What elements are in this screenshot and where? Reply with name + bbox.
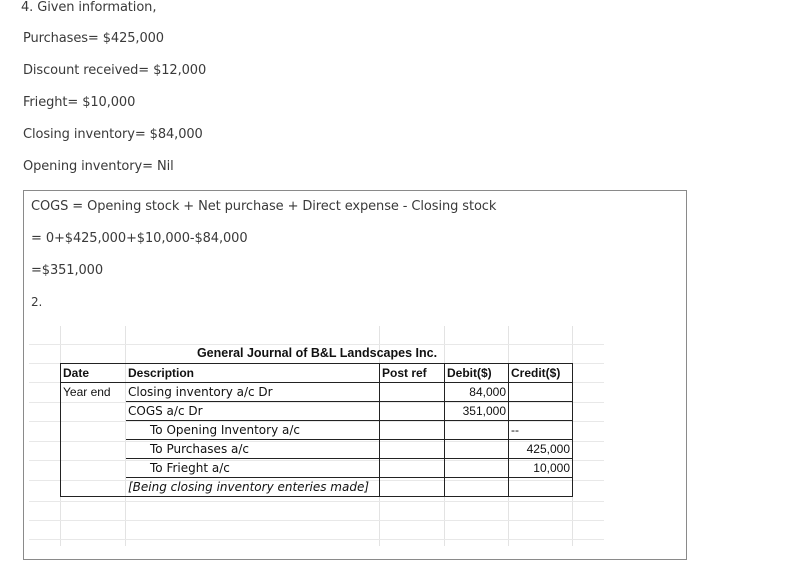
row-description: To Opening Inventory a/c xyxy=(126,420,380,439)
journal-header-row xyxy=(61,363,573,382)
journal-row xyxy=(61,439,573,458)
row-debit xyxy=(445,439,509,458)
question-header: 4. Given information, xyxy=(21,0,157,15)
journal-row xyxy=(61,382,573,401)
journal-table xyxy=(60,344,573,497)
row-post-ref xyxy=(380,382,445,401)
row-date xyxy=(61,477,126,496)
row-date: Year end xyxy=(61,382,126,401)
header-debit: Debit($) xyxy=(445,363,509,382)
header-date: Date xyxy=(61,363,126,382)
journal-title-row xyxy=(61,344,573,363)
row-description: Closing inventory a/c Dr xyxy=(126,382,380,401)
row-credit: 425,000 xyxy=(509,439,573,458)
row-debit xyxy=(445,458,509,477)
given-discount: Discount received= $12,000 xyxy=(23,63,207,78)
spreadsheet-snippet xyxy=(29,326,604,546)
given-closing-inventory: Closing inventory= $84,000 xyxy=(23,127,203,142)
row-credit: -- xyxy=(509,420,573,439)
row-description: [Being closing inventory enteries made] xyxy=(126,477,380,496)
row-credit: 10,000 xyxy=(509,458,573,477)
row-credit xyxy=(509,401,573,420)
row-debit xyxy=(445,420,509,439)
header-credit: Credit($) xyxy=(509,363,573,382)
cogs-formula: COGS = Opening stock + Net purchase + Direct expense - Closing stock xyxy=(31,199,497,214)
row-description: To Purchases a/c xyxy=(126,439,380,458)
journal-row xyxy=(61,477,573,496)
row-post-ref xyxy=(380,439,445,458)
row-description: To Frieght a/c xyxy=(126,458,380,477)
cogs-substitution: = 0+$425,000+$10,000-$84,000 xyxy=(31,231,248,246)
header-description: Description xyxy=(126,363,380,382)
row-credit xyxy=(509,477,573,496)
given-opening-inventory: Opening inventory= Nil xyxy=(23,159,174,174)
row-debit xyxy=(445,477,509,496)
row-post-ref xyxy=(380,477,445,496)
row-date xyxy=(61,420,126,439)
header-post-ref: Post ref xyxy=(380,363,445,382)
row-date xyxy=(61,439,126,458)
row-debit: 351,000 xyxy=(445,401,509,420)
journal-row xyxy=(61,420,573,439)
row-debit: 84,000 xyxy=(445,382,509,401)
row-credit xyxy=(509,382,573,401)
row-post-ref xyxy=(380,420,445,439)
cogs-result: =$351,000 xyxy=(31,263,104,278)
journal-row xyxy=(61,401,573,420)
row-description: COGS a/c Dr xyxy=(126,401,380,420)
row-post-ref xyxy=(380,401,445,420)
given-freight: Frieght= $10,000 xyxy=(23,95,136,110)
part-two-label: 2. xyxy=(31,295,43,309)
row-date xyxy=(61,458,126,477)
row-post-ref xyxy=(380,458,445,477)
given-purchases: Purchases= $425,000 xyxy=(23,31,164,46)
journal-title: General Journal of B&L Landscapes Inc. xyxy=(196,346,438,361)
journal-row xyxy=(61,458,573,477)
row-date xyxy=(61,401,126,420)
